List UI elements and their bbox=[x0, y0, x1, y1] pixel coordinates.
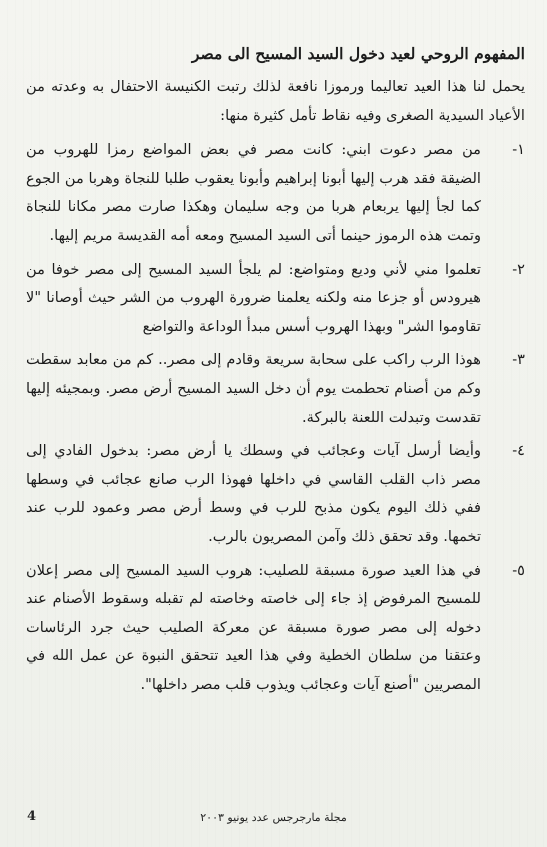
point-number: ٥- bbox=[512, 561, 525, 579]
point-text: في هذا العيد صورة مسبقة للصليب: هروب السيد المسيح إلى مصر إعلان للمسيح المرفوض إذ جاء إلى خاصته وخاصته لم تقبله وسقوط الأصنام عند دخوله إلى مصر صورة مسبقة عن معركة الصليب حيث جرد الرئاسات وعتقنا من سلطان الخطية وفي هذا العيد تتحقق النبوة عن عمل الله في المصريين "أصنع آيات وعجائب ويذوب قلب مصر داخلها". bbox=[26, 561, 481, 693]
point-5 bbox=[26, 557, 525, 700]
point-number: ٢- bbox=[512, 260, 525, 278]
article bbox=[26, 40, 525, 704]
point-1 bbox=[26, 136, 525, 250]
point-2 bbox=[26, 256, 525, 342]
point-4 bbox=[26, 437, 525, 551]
point-text: وأيضا أرسل آيات وعجائب في وسطك يا أرض مصر: بدخول الفادي إلى مصر ذاب القلب القاسي في داخلها فهوذا الرب صانع عجائب في وسطها ففي ذلك اليوم يكون مذبح للرب في وسط أرض مصر وعمود للرب عند تخمها. وقد تحقق ذلك وآمن المصريون بالرب. bbox=[26, 442, 481, 545]
journal-name: مجلة مارجرجس عدد يونيو ٢٠٠٣ bbox=[200, 811, 347, 824]
point-text: هوذا الرب راكب على سحابة سريعة وقادم إلى مصر.. كم من معابد سقطت وكم من أصنام تحطمت يوم أن دخل السيد المسيح أرض مصر. وبمجيئه إليها تقدست وتبدلت اللعنة بالبركة. bbox=[26, 351, 481, 426]
article-title: المفهوم الروحي لعيد دخول السيد المسيح الى مصر bbox=[191, 44, 525, 63]
point-number: ٤- bbox=[512, 442, 525, 460]
article-intro: يحمل لنا هذا العيد تعاليما ورموزا نافعة لذلك رتبت الكنيسة الاحتفال به وعدته من الأعياد السيدية الصغرى وفيه نقاط تأمل كثيرة منها: bbox=[26, 78, 525, 124]
point-number: ٣- bbox=[512, 351, 525, 369]
point-text: من مصر دعوت ابني: كانت مصر في بعض المواضع رمزا للهروب من الضيقة فقد هرب إليها أبونا إبراهيم وأبونا يعقوب طلبا للنجاة وهربا من الجوع كما لجأ إليها يربعام هربا من وجه سليمان وهكذا صارت مصر مكانا للنجاة وتمت هذه الرموز حينما أتى السيد المسيح ومعه أمه القديسة مريم إليها. bbox=[26, 141, 481, 244]
point-number: ١- bbox=[512, 141, 525, 159]
page-footer bbox=[0, 809, 547, 829]
page-number: 4 bbox=[27, 809, 37, 824]
point-text: تعلموا مني لأني وديع ومتواضع: لم يلجأ السيد المسيح إلى مصر خوفا من هيرودس أو جزعا منه ولكنه يعلمنا ضرورة الهروب من الشر حيث أوصانا "لا تقاوموا الشر" وبهذا الهروب أسس مبدأ الوداعة والتواضع bbox=[26, 260, 481, 335]
point-3 bbox=[26, 346, 525, 432]
